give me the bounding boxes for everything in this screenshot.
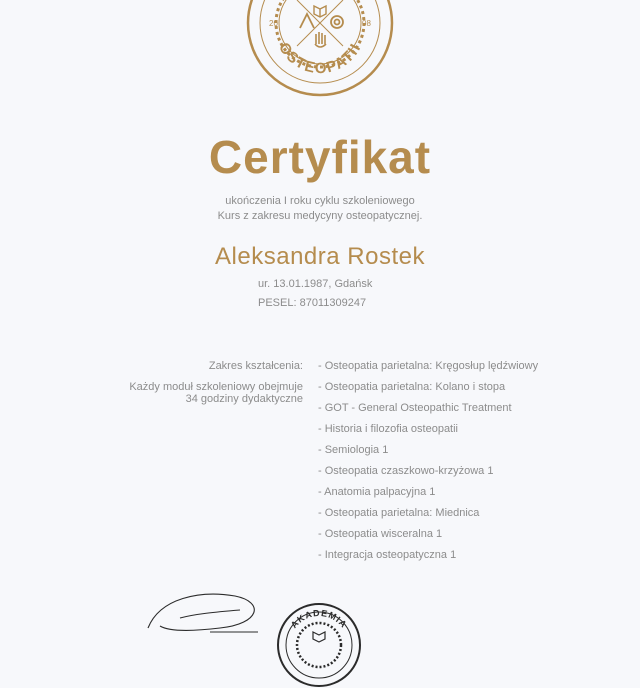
module-item: - Osteopatia czaszkowo-krzyżowa 1 xyxy=(318,465,494,477)
module-item: - Historia i filozofia osteopatii xyxy=(318,423,459,435)
hours-line-2: 34 godziny dydaktyczne xyxy=(185,393,303,405)
subtitle-line-1: ukończenia I roku cyklu szkoleniowego xyxy=(225,195,415,207)
module-item: - Semiologia 1 xyxy=(318,444,389,456)
pesel-info: PESEL: 87011309247 xyxy=(258,297,367,309)
module-item: - Osteopatia parietalna: Miednica xyxy=(318,507,480,519)
handwritten-signature xyxy=(140,588,270,640)
seal-year-left: 20 xyxy=(269,19,278,28)
circle-icon xyxy=(331,16,343,28)
module-item: - Integracja osteopatyczna 1 xyxy=(318,549,457,561)
academy-seal-top xyxy=(245,0,395,98)
scope-label: Zakres kształcenia: xyxy=(208,360,303,372)
hand-icon xyxy=(315,32,326,47)
x-cross-icon xyxy=(297,0,343,46)
book-icon xyxy=(313,632,325,642)
recipient-name: Aleksandra Rostek xyxy=(215,243,425,270)
module-list xyxy=(318,359,538,569)
module-item: - Osteopatia parietalna: Kręgosłup lędźwiowy xyxy=(318,360,539,372)
module-item: - Osteopatia parietalna: Kolano i stopa xyxy=(318,381,506,393)
seal-year-right: 08 xyxy=(362,19,371,28)
academy-seal-bottom xyxy=(276,602,362,688)
module-item: - Anatomia palpacyjna 1 xyxy=(318,486,436,498)
certificate-title: Certyfikat xyxy=(208,131,432,183)
hours-line-1: Każdy moduł szkoleniowy obejmuje xyxy=(129,381,303,393)
module-item: - GOT - General Osteopathic Treatment xyxy=(318,402,512,414)
book-icon xyxy=(314,6,326,17)
subtitle-line-2: Kurs z zakresu medycyny osteopatycznej. xyxy=(217,210,423,222)
lambda-icon xyxy=(300,14,314,28)
module-item: - Osteopatia wisceralna 1 xyxy=(318,528,443,540)
seal-ring-text: OSTEOPATII xyxy=(275,39,365,78)
bottom-seal-ring-text: AKADEMIA xyxy=(288,607,350,630)
birth-info: ur. 13.01.1987, Gdańsk xyxy=(258,278,373,290)
